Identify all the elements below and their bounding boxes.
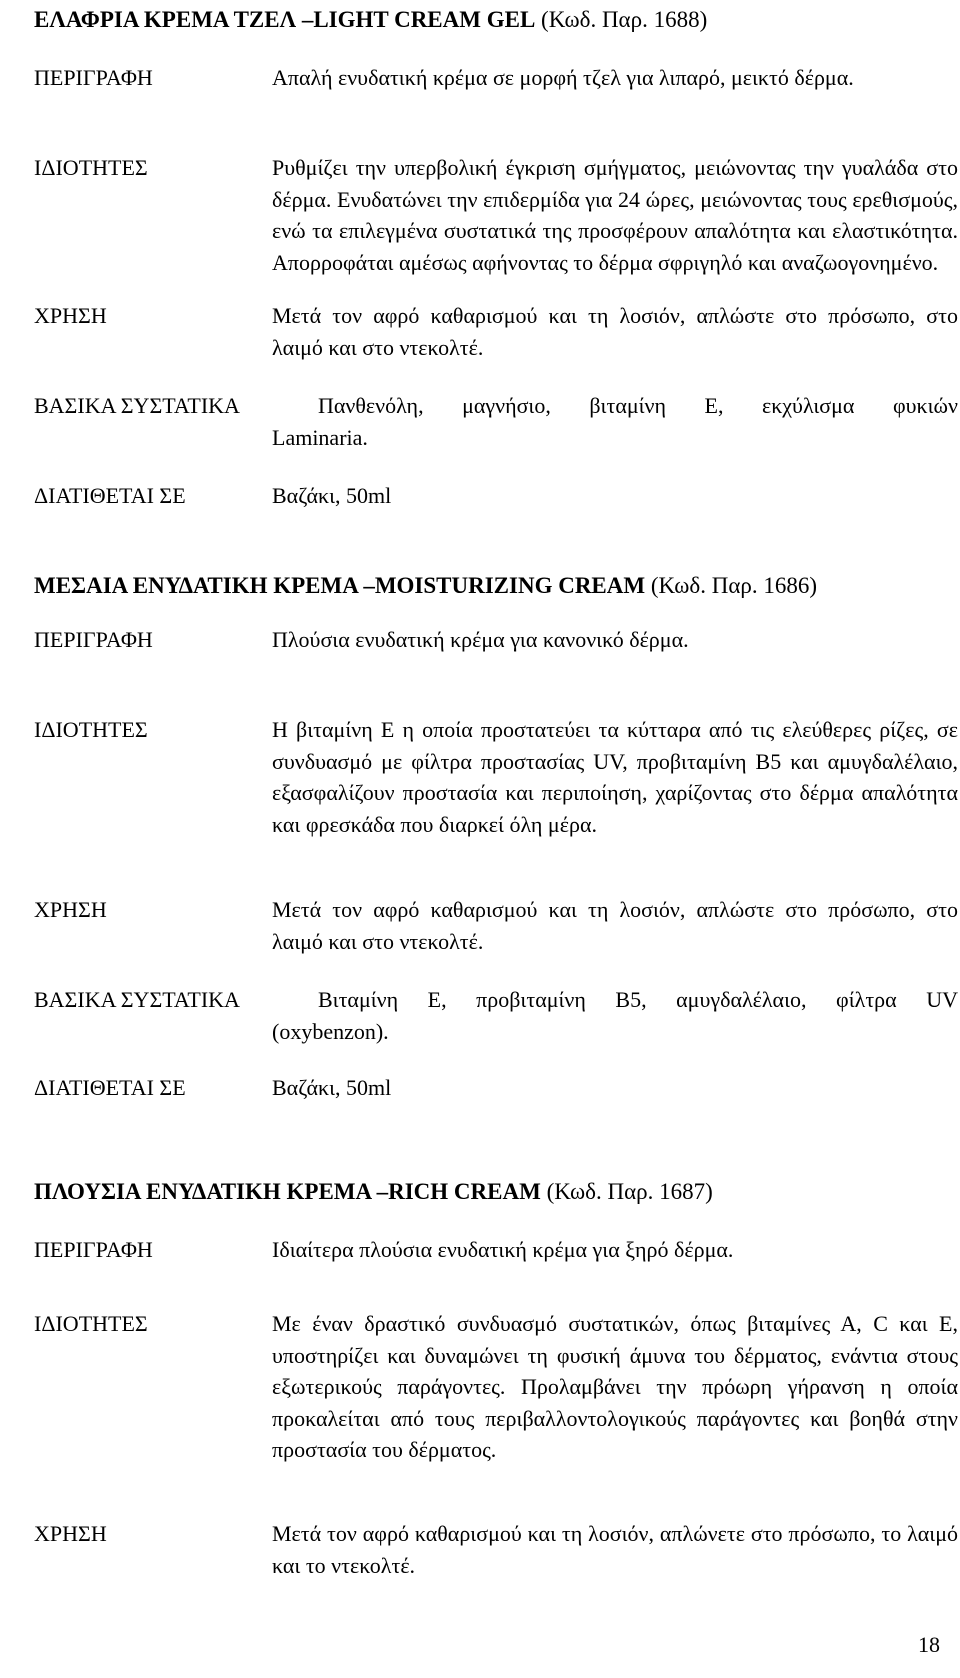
ingredients-row [34, 984, 958, 1047]
usage-row [34, 894, 958, 957]
product-title [34, 1178, 713, 1206]
ingredients-text-line2: Laminaria. [272, 424, 368, 450]
product-title [34, 572, 817, 600]
product-code: (Κωδ. Παρ. 1688) [535, 7, 708, 32]
properties-label: ΙΔΙΟΤΗΤΕΣ [34, 155, 148, 180]
description-text: Ιδιαίτερα πλούσια ενυδατική κρέμα για ξηρό δέρμα. [272, 1237, 734, 1262]
description-text: Πλούσια ενυδατική κρέμα για κανονικό δέρμα. [272, 627, 689, 652]
available-row [34, 480, 958, 512]
product-code: (Κωδ. Παρ. 1687) [540, 1179, 713, 1204]
properties-text: Η βιταμίνη Ε η οποία προστατεύει τα κύτταρα από τις ελεύθερες ρίζες, σε συνδυασμό με φίλτρα προστασίας UV, προβιταμίνη Β5 και αμυγδαλέλαιο, εξασφαλίζουν προστασία και περιποίηση, χαρίζοντας στο δέρμα απαλότητα και φρεσκάδα που διαρκεί όλη μέρα. [272, 717, 958, 837]
ingredients-row [34, 390, 958, 453]
usage-text: Μετά τον αφρό καθαρισμού και τη λοσιόν, απλώστε στο πρόσωπο, στο λαιμό και στο ντεκολτέ. [272, 303, 958, 360]
ingredients-label: ΒΑΣΙΚΑ ΣΥΣΤΑΤΙΚΑ [34, 987, 240, 1012]
available-text: Βαζάκι, 50ml [272, 1075, 392, 1100]
properties-row [34, 1308, 958, 1466]
product-section-rich-cream [34, 1178, 713, 1206]
usage-label: ΧΡΗΣΗ [34, 303, 107, 328]
description-text: Απαλή ενυδατική κρέμα σε μορφή τζελ για λιπαρό, μεικτό δέρμα. [272, 65, 854, 90]
available-text: Βαζάκι, 50ml [272, 483, 392, 508]
properties-text: Με έναν δραστικό συνδυασμό συστατικών, όπως βιταμίνες Α, C και Ε, υποστηρίζει και δυναμώνει τη φυσική άμυνα του δέρματος, ενάντια στους εξωτερικούς παράγοντες. Προλαμβάνει την πρόωρη γήρανση η οποία προκαλείται από τους περιβαλλοντολογικούς παράγοντες και βοηθά στην προστασία του δέρματος. [272, 1311, 958, 1462]
properties-row [34, 714, 958, 840]
properties-row [34, 152, 958, 278]
usage-row [34, 1518, 958, 1581]
description-label: ΠΕΡΙΓΡΑΦΗ [34, 65, 153, 90]
description-row [34, 624, 958, 656]
product-title [34, 6, 707, 34]
ingredients-text-line2: (oxybenzon). [272, 1018, 389, 1044]
product-section-moisturizing-cream [34, 572, 817, 600]
available-label: ΔΙΑΤΙΘΕΤΑΙ ΣΕ [34, 483, 186, 508]
page-number: 18 [918, 1632, 940, 1657]
product-name: ΕΛΑΦΡΙΑ ΚΡΕΜΑ ΤΖΕΛ –LIGHT CREAM GEL [34, 7, 536, 32]
product-name: ΠΛΟΥΣΙΑ ΕΝΥΔΑΤΙΚΗ ΚΡΕΜΑ –RICH CREAM [34, 1179, 541, 1204]
usage-row [34, 300, 958, 363]
product-name: ΜΕΣΑΙΑ ΕΝΥΔΑΤΙΚΗ ΚΡΕΜΑ –MOISTURIZING CREAM [34, 573, 646, 598]
description-row [34, 1234, 958, 1266]
usage-text: Μετά τον αφρό καθαρισμού και τη λοσιόν, απλώστε στο πρόσωπο, στο λαιμό και στο ντεκολτέ. [272, 897, 958, 954]
usage-label: ΧΡΗΣΗ [34, 897, 107, 922]
ingredients-first-line [34, 390, 958, 422]
available-label: ΔΙΑΤΙΘΕΤΑΙ ΣΕ [34, 1075, 186, 1100]
description-label: ΠΕΡΙΓΡΑΦΗ [34, 1237, 153, 1262]
ingredients-text-line1: Πανθενόλη, μαγνήσιο, βιταμίνη Ε, εκχύλισμα φυκιών [318, 393, 958, 418]
product-code: (Κωδ. Παρ. 1686) [645, 573, 818, 598]
available-row [34, 1072, 958, 1104]
properties-label: ΙΔΙΟΤΗΤΕΣ [34, 1311, 148, 1336]
ingredients-label: ΒΑΣΙΚΑ ΣΥΣΤΑΤΙΚΑ [34, 393, 240, 418]
usage-label: ΧΡΗΣΗ [34, 1521, 107, 1546]
ingredients-text-line1: Βιταμίνη Ε, προβιταμίνη Β5, αμυγδαλέλαιο, φίλτρα UV [318, 987, 958, 1012]
properties-label: ΙΔΙΟΤΗΤΕΣ [34, 717, 148, 742]
description-label: ΠΕΡΙΓΡΑΦΗ [34, 627, 153, 652]
ingredients-first-line [34, 984, 958, 1016]
usage-text: Μετά τον αφρό καθαρισμού και τη λοσιόν, απλώνετε στο πρόσωπο, το λαιμό και το ντεκολτέ. [272, 1521, 958, 1578]
description-row [34, 62, 958, 94]
properties-text: Ρυθμίζει την υπερβολική έγκριση σμήγματος, μειώνοντας την γυαλάδα στο δέρμα. Ενυδατώνει την επιδερμίδα για 24 ώρες, μειώνοντας τους ερεθισμούς, ενώ τα επιλεγμένα συστατικά της προσφέρουν απαλότητα και ελαστικότητα. Απορροφάται αμέσως αφήνοντας το δέρμα σφριγηλό και αναζωογονημένο. [272, 155, 958, 275]
product-section-light-cream-gel [34, 6, 707, 34]
